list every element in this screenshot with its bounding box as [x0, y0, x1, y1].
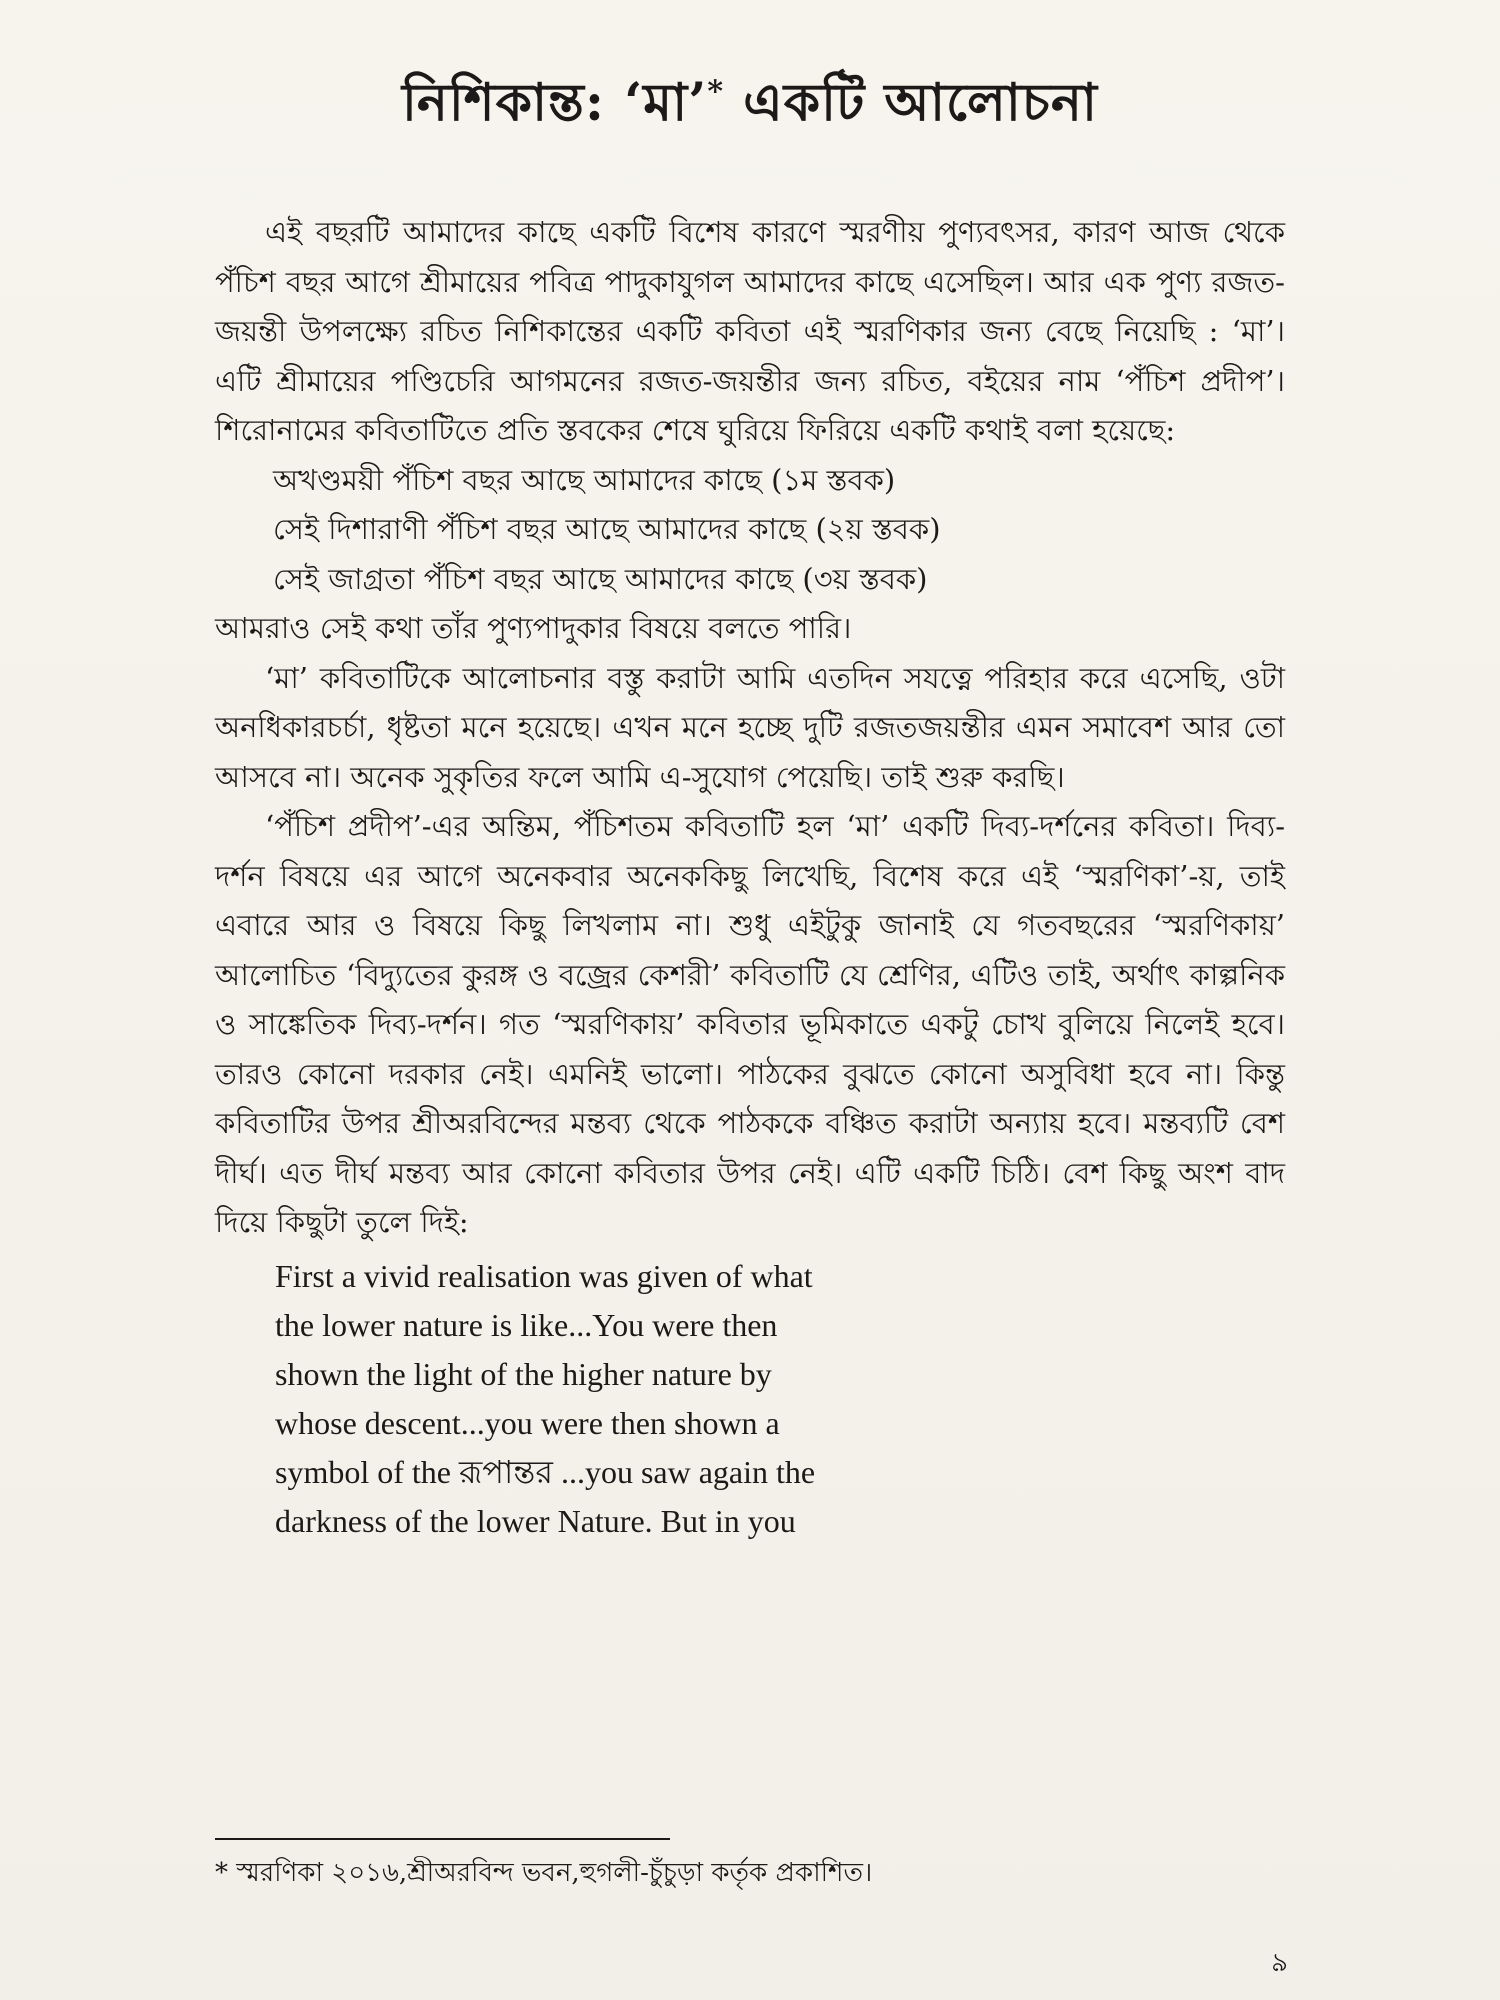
title-rest: একটি আলোচনা [724, 72, 1098, 133]
footnote-marker: * [707, 74, 725, 110]
english-quote [275, 1252, 1035, 1546]
paragraph-1: এই বছরটি আমাদের কাছে একটি বিশেষ কারণে স্মরণীয় পুণ্যবৎসর, কারণ আজ থেকে পঁচিশ বছর আগে শ্রীমায়ের পবিত্র পাদুকাযুগল আমাদের কাছে এসেছিল। আর এক পুণ্য রজত-জয়ন্তী উপলক্ষ্যে রচিত নিশিকান্তের একটি কবিতা এই স্মরণিকার জন্য বেছে নিয়েছি : ‘মা’। এটি শ্রীমায়ের পণ্ডিচেরি আগমনের রজত-জয়ন্তীর জন্য রচিত, বইয়ের নাম ‘পঁচিশ প্রদীপ’। শিরোনামের কবিতাটিতে প্রতি স্তবকের শেষে ঘুরিয়ে ফিরিয়ে একটি কথাই বলা হয়েছে: [215, 215, 1285, 447]
quote-line-2: the lower nature is like...You were then [275, 1306, 778, 1343]
quote-line-6: darkness of the lower Nature. But in you [275, 1502, 796, 1539]
page-title [0, 62, 1500, 149]
quote-line-4: whose descent...you were then shown a [275, 1404, 780, 1441]
article-body [215, 208, 1285, 1546]
quote-line-1: First a vivid realisation was given of what [275, 1257, 813, 1294]
quote-line-5: symbol of the রূপান্তর ...you saw again the [275, 1453, 816, 1490]
footnote-divider [215, 1838, 670, 1840]
title-main: নিশিকান্ত: ‘মা’ [402, 72, 708, 133]
verse-line-2: সেই দিশারাণী পঁচিশ বছর আছে আমাদের কাছে (২য় স্তবক) [273, 512, 941, 546]
paragraph-4: ‘পঁচিশ প্রদীপ’-এর অন্তিম, পঁচিশতম কবিতাটি হল ‘মা’ একটি দিব্য-দর্শনের কবিতা। দিব্য-দর্শন বিষয়ে এর আগে অনেকবার অনেককিছু লিখেছি, বিশেষ করে এই ‘স্মরণিকা’-য়, তাই এবারে আর ও বিষয়ে কিছু লিখলাম না। শুধু এইটুকু জানাই যে গতবছরের ‘স্মরণিকায়’ আলোচিত ‘বিদ্যুতের কুরঙ্গ ও বজ্রের কেশরী’ কবিতাটি যে শ্রেণির, এটিও তাই, অর্থাৎ কাল্পনিক ও সাঙ্কেতিক দিব্য-দর্শন। গত ‘স্মরণিকায়’ কবিতার ভূমিকাতে একটু চোখ বুলিয়ে নিলেই হবে। তারও কোনো দরকার নেই। এমনিই ভালো। পাঠকের বুঝতে কোনো অসুবিধা হবে না। কিন্তু কবিতাটির উপর শ্রীঅরবিন্দের মন্তব্য থেকে পাঠককে বঞ্চিত করাটা অন্যায় হবে। মন্তব্যটি বেশ দীর্ঘ। এত দীর্ঘ মন্তব্য আর কোনো কবিতার উপর নেই। এটি একটি চিঠি। বেশ কিছু অংশ বাদ দিয়ে কিছুটা তুলে দিই: [215, 809, 1285, 1239]
page-number: ৯ [1271, 1948, 1288, 1978]
footnote: * স্মরণিকা ২০১৬,শ্রীঅরবিন্দ ভবন,হুগলী-চুঁচুড়া কর্তৃক প্রকাশিত। [215, 1858, 873, 1888]
quote-line-3: shown the light of the higher nature by [275, 1355, 772, 1392]
verse-line-1: অখণ্ডময়ী পঁচিশ বছর আছে আমাদের কাছে (১ম স্তবক) [273, 462, 896, 497]
verse-block [215, 456, 1285, 605]
verse-line-3: সেই জাগ্রতা পঁচিশ বছর আছে আমাদের কাছে (৩য় স্তবক) [273, 561, 928, 596]
paragraph-2: আমরাও সেই কথা তাঁর পুণ্যপাদুকার বিষয়ে বলতে পারি। [215, 611, 852, 645]
paragraph-3: ‘মা’ কবিতাটিকে আলোচনার বস্তু করাটা আমি এতদিন সযত্নে পরিহার করে এসেছি, ওটা অনধিকারচর্চা, ধৃষ্টতা মনে হয়েছে। এখন মনে হচ্ছে দুটি রজতজয়ন্তীর এমন সমাবেশ আর তো আসবে না। অনেক সুকৃতির ফলে আমি এ-সুযোগ পেয়েছি। তাই শুরু করছি। [215, 660, 1285, 794]
